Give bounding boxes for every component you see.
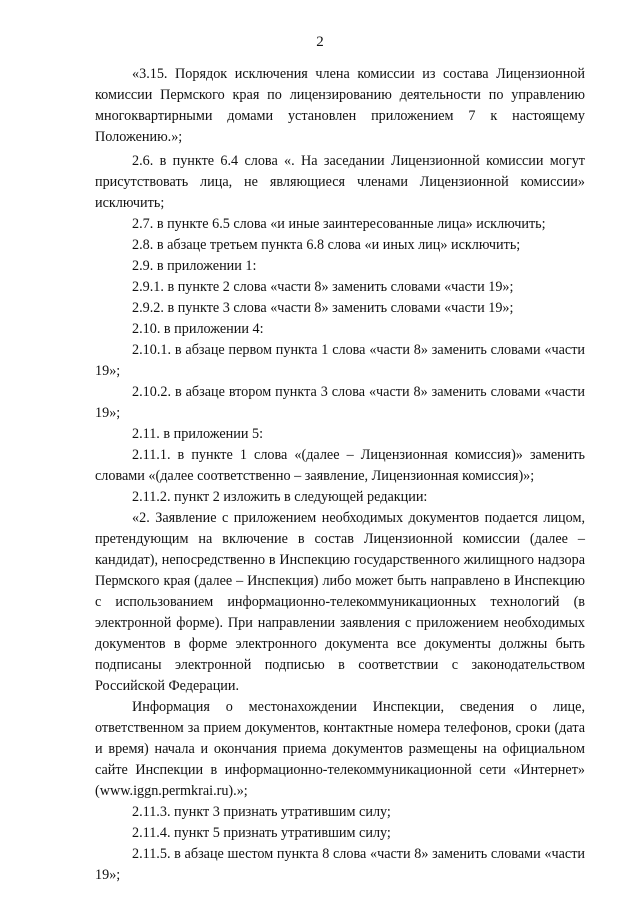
paragraph-3-15: «3.15. Порядок исключения члена комиссии из состава Лицензионной комиссии Пермского края по лицензированию деятельности по управлению многоквартирными домами установлен приложением 7 к настоящему Положению.»;	[95, 66, 585, 145]
paragraph-2-6: 2.6. в пункте 6.4 слова «. На заседании Лицензионной комиссии могут присутствовать лица, не являющиеся членами Лицензионной комиссии» исключить;	[95, 153, 585, 211]
paragraph-clause-2: «2. Заявление с приложением необходимых документов подается лицом, претендующим на включение в состав Лицензионной комиссии (далее – кандидат), непосредственно в Инспекцию государственного жилищного надзора Пермского края (далее – Инспекция) либо может быть направлено в Инспекцию с использованием информационно-телекоммуникационных технологий (в электронной форме). При направлении заявления с приложением необходимых документов в форме электронного документа все документы должны быть подписаны электронной подписью в соответствии с законодательством Российской Федерации.	[95, 510, 585, 694]
paragraph-2-11-5: 2.11.5. в абзаце шестом пункта 8 слова «части 8» заменить словами «части 19»;	[95, 846, 585, 883]
paragraph-2-9-1: 2.9.1. в пункте 2 слова «части 8» заменить словами «части 19»;	[132, 279, 514, 295]
paragraph-2-11-3: 2.11.3. пункт 3 признать утратившим силу;	[132, 804, 391, 820]
paragraph-2-10-2: 2.10.2. в абзаце втором пункта 3 слова «части 8» заменить словами «части 19»;	[95, 384, 585, 421]
paragraph-2-8: 2.8. в абзаце третьем пункта 6.8 слова «и иных лиц» исключить;	[132, 237, 521, 253]
document-body	[95, 64, 585, 886]
paragraph-2-7: 2.7. в пункте 6.5 слова «и иные заинтересованные лица» исключить;	[132, 216, 546, 232]
paragraph-2-9: 2.9. в приложении 1:	[132, 258, 257, 274]
paragraph-2-10: 2.10. в приложении 4:	[132, 321, 264, 337]
paragraph-2-11-2: 2.11.2. пункт 2 изложить в следующей редакции:	[132, 489, 428, 505]
paragraph-2-11-1: 2.11.1. в пункте 1 слова «(далее – Лицензионная комиссия)» заменить словами «(далее соответственно – заявление, Лицензионная комиссия)»;	[95, 447, 585, 484]
paragraph-2-10-1: 2.10.1. в абзаце первом пункта 1 слова «части 8» заменить словами «части 19»;	[95, 342, 585, 379]
paragraph-2-11: 2.11. в приложении 5:	[132, 426, 264, 442]
paragraph-2-11-4: 2.11.4. пункт 5 признать утратившим силу;	[132, 825, 391, 841]
page-number: 2	[316, 34, 324, 50]
paragraph-inspection-info: Информация о местонахождении Инспекции, сведения о лице, ответственном за прием документов, контактные номера телефонов, сроки (дата и время) начала и окончания приема документов размещены на официальном сайте Инспекции в информационно-телекоммуникационной сети «Интернет» (www.iggn.permkrai.ru).»;	[95, 699, 585, 799]
paragraph-2-9-2: 2.9.2. в пункте 3 слова «части 8» заменить словами «части 19»;	[132, 300, 514, 316]
